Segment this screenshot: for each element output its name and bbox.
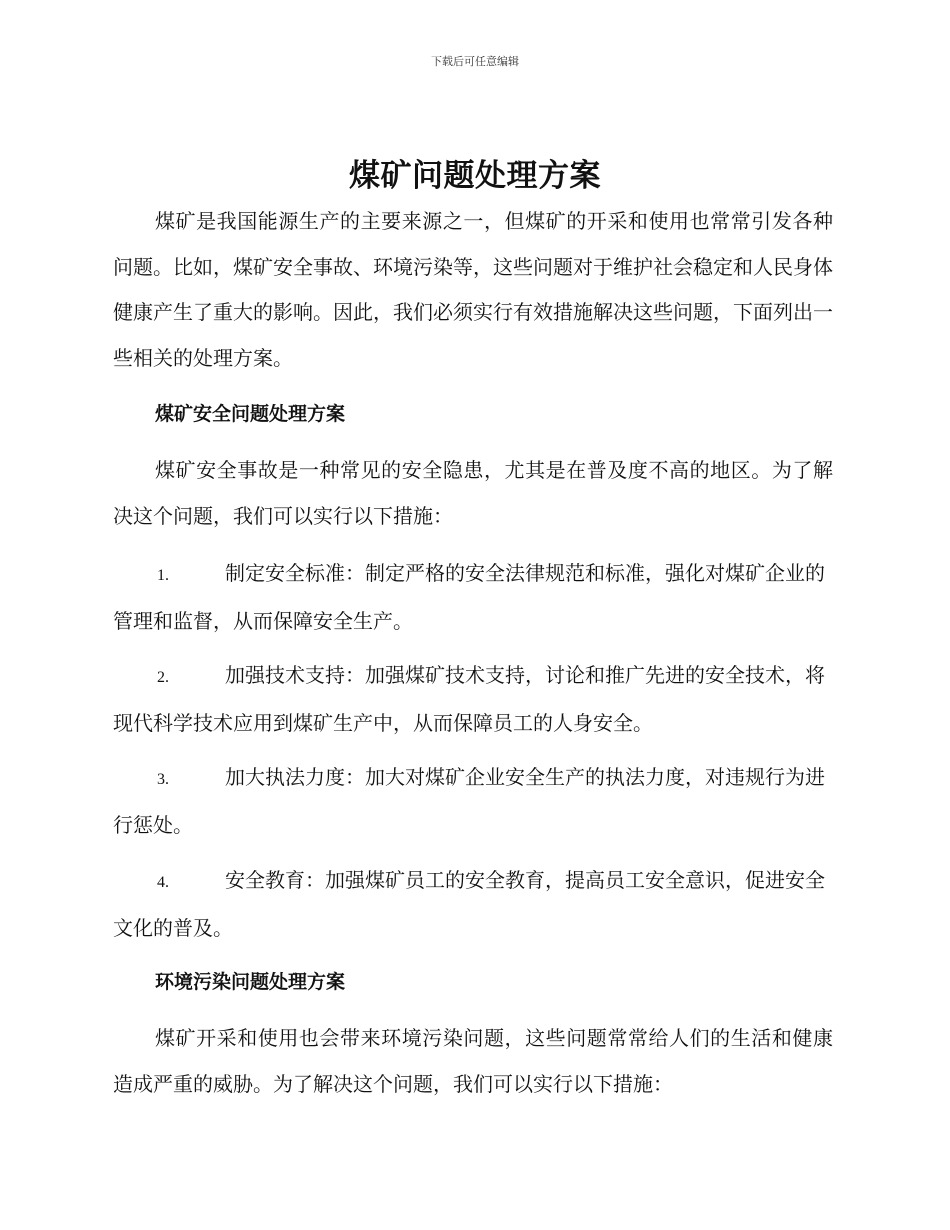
list-item-number: 1. <box>157 567 169 584</box>
list-item-text: 安全教育：加强煤矿员工的安全教育，提高员工安全意识，促进安全文化的普及。 <box>113 868 825 940</box>
list-item <box>113 653 833 746</box>
section2-heading: 环境污染问题处理方案 <box>155 971 346 993</box>
list-item-number: 2. <box>157 669 169 686</box>
intro-paragraph: 煤矿是我国能源生产的主要来源之一，但煤矿的开采和使用也常常引发各种问题。比如，煤矿安全事故、环境污染等，这些问题对于维护社会稳定和人民身体健康产生了重大的影响。因此，我们必须实行有效措施解决这些问题，下面列出一些相关的处理方案。 <box>113 209 833 371</box>
list-item <box>113 755 833 848</box>
header-note: 下载后可任意编辑 <box>431 55 519 68</box>
section1-heading: 煤矿安全问题处理方案 <box>155 403 346 425</box>
list-item <box>113 858 833 951</box>
list-item-number: 4. <box>157 874 169 891</box>
section2-paragraph: 煤矿开采和使用也会带来环境污染问题，这些问题常常给人们的生活和健康造成严重的威胁。为了解决这个问题，我们可以实行以下措施： <box>113 1026 833 1096</box>
list-item-number: 3. <box>157 771 169 788</box>
list-item-text: 加大执法力度：加大对煤矿企业安全生产的执法力度，对违规行为进行惩处。 <box>113 765 825 837</box>
list-item-text: 制定安全标准：制定严格的安全法律规范和标准，强化对煤矿企业的管理和监督，从而保障安全生产。 <box>113 561 825 633</box>
list-item <box>113 551 833 644</box>
list-item-text: 加强技术支持：加强煤矿技术支持，讨论和推广先进的安全技术，将现代科学技术应用到煤矿生产中，从而保障员工的人身安全。 <box>113 663 825 735</box>
document-title: 煤矿问题处理方案 <box>349 158 601 194</box>
section1-paragraph: 煤矿安全事故是一种常见的安全隐患，尤其是在普及度不高的地区。为了解决这个问题，我们可以实行以下措施： <box>113 458 833 528</box>
